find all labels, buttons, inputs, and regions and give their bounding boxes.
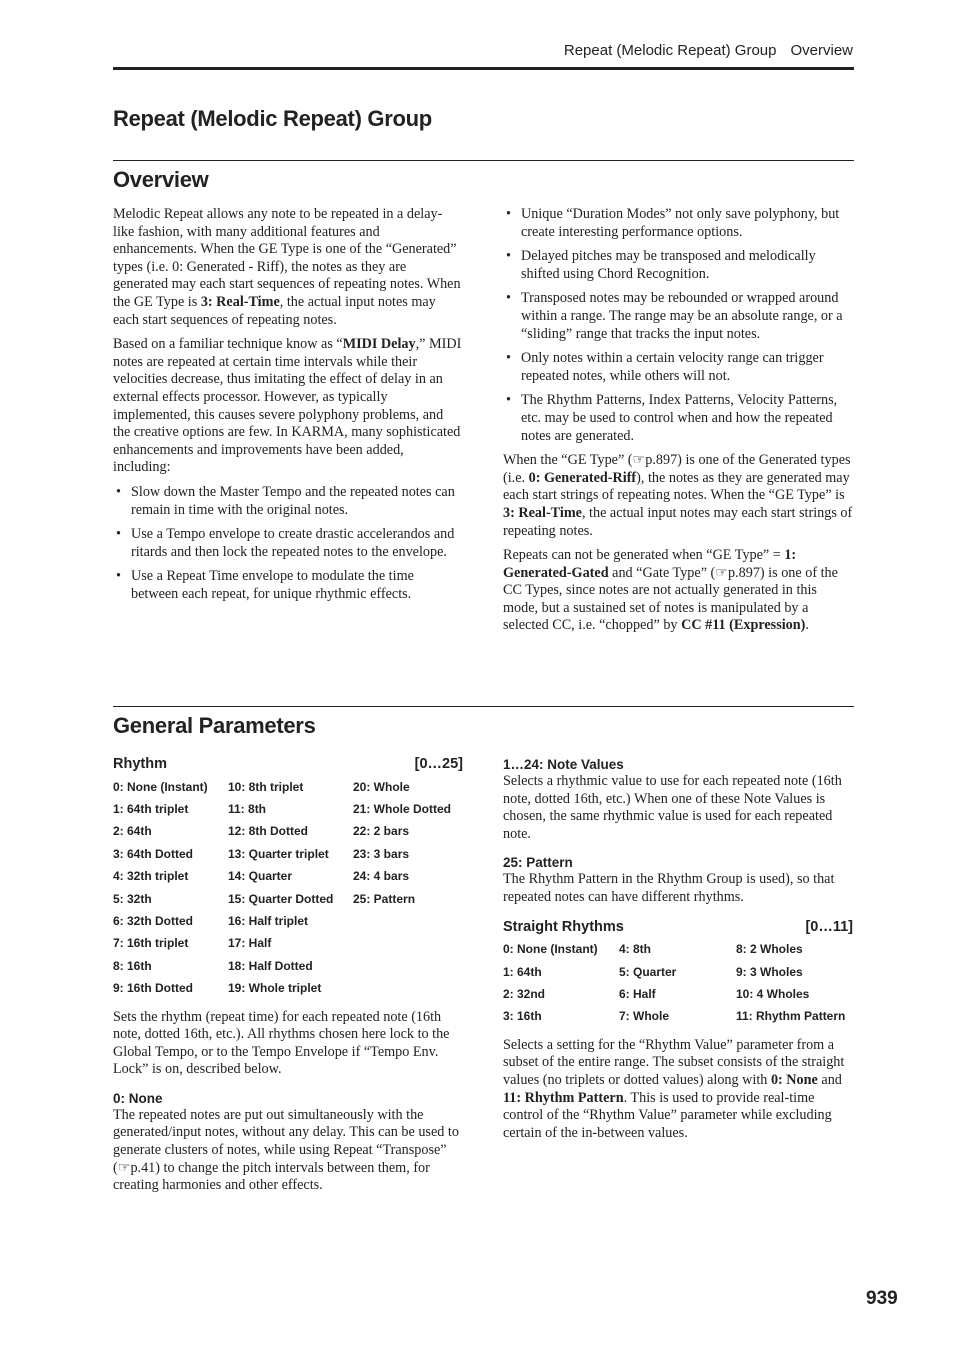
list-item: • Transposed notes may be rebounded or wrapped around within a range. The range may be an absolute range, or a “sliding” range that tracks the input notes.: [503, 290, 853, 343]
overview-left-bullets: [113, 484, 463, 604]
table-cell: 5: Quarter: [619, 964, 677, 979]
table-cell: 11: 8th: [228, 801, 267, 816]
rhythm-label: Rhythm: [113, 756, 167, 772]
rhythm-values-table: [113, 776, 463, 1000]
table-cell: 8: 16th: [113, 958, 152, 973]
pattern-subheading: 25: Pattern: [503, 855, 573, 871]
table-cell: 0: None (Instant): [113, 779, 208, 794]
overview-right-column: [503, 206, 853, 642]
header-topic: Overview: [790, 42, 853, 59]
table-cell: [353, 932, 463, 954]
rhythm-range: [0…25]: [414, 756, 463, 772]
table-cell: 23: 3 bars: [353, 846, 410, 861]
overview-paragraph-4: Repeats can not be generated when “GE Type” = 1: Generated-Gated and “Gate Type” (☞p.897) is one of the CC Types, since notes are not actually generated in this mode, but a sustained set of notes is manipulated by a selected CC, i.e. “chopped” by CC #11 (Expression).: [503, 547, 838, 634]
list-item: • The Rhythm Patterns, Index Patterns, Velocity Patterns, etc. may be used to control when and how the repeated notes are generated.: [503, 392, 853, 445]
header-section: Repeat (Melodic Repeat) Group: [563, 42, 777, 59]
general-rule: [113, 706, 854, 707]
table-cell: 15: Quarter Dotted: [228, 891, 334, 906]
list-item: • Use a Tempo envelope to create drastic accelerandos and ritards and then lock the repeated notes to the envelope.: [113, 526, 463, 561]
list-item: • Delayed pitches may be transposed and melodically shifted using Chord Recognition.: [503, 248, 853, 283]
table-cell: [353, 955, 463, 977]
general-right-column: [503, 756, 853, 1149]
overview-paragraph-2: Based on a familiar technique know as “MIDI Delay,” MIDI notes are repeated at certain time intervals while their velocities decrease, thus imitating the effect of delay in an external effects processor. However, as typically implemented, this causes severe polyphony problems, and the creative options are few. In KARMA, many sophisticated enhancements and improvements have been added, including:: [113, 336, 462, 476]
general-left-column: [113, 756, 463, 1202]
table-cell: 6: 32th Dotted: [113, 913, 194, 928]
table-cell: 0: None (Instant): [503, 942, 598, 957]
table-cell: [353, 910, 463, 932]
table-cell: 22: 2 bars: [353, 824, 410, 839]
table-cell: 3: 16th: [503, 1009, 542, 1024]
table-cell: 16: Half triplet: [228, 913, 309, 928]
table-cell: 10: 4 Wholes: [736, 986, 810, 1001]
overview-left-column: [113, 206, 463, 610]
running-header: [113, 42, 853, 59]
overview-paragraph-1: Melodic Repeat allows any note to be repeated in a delay-like fashion, with many additional features and enhancements. When the GE Type is one of the “Generated” types (i.e. 0: Generated - Riff), the notes as they are generated may each start sequences of repeating notes. When the GE Type is 3: Real-Time, the actual input notes may each start sequences of repeating notes.: [113, 206, 461, 328]
note-values-subheading: 1…24: Note Values: [503, 757, 624, 772]
table-cell: 2: 32nd: [503, 986, 546, 1001]
table-cell: 9: 3 Wholes: [736, 964, 803, 979]
straight-range: [0…11]: [805, 918, 853, 935]
table-cell: 21: Whole Dotted: [353, 801, 451, 816]
table-cell: 24: 4 bars: [353, 869, 410, 884]
list-item: • Use a Repeat Time envelope to modulate the time between each repeat, for unique rhythmic effects.: [113, 568, 463, 603]
title-rule: [113, 160, 854, 161]
overview-heading: Overview: [113, 167, 209, 192]
overview-paragraph-3: When the “GE Type” (☞p.897) is one of the Generated types (i.e. 0: Generated-Riff), the notes as they are generated may each start strings of repeating notes. When the “GE Type” is 3: Real-Time, the actual input notes may each start strings of repeating notes.: [503, 452, 853, 539]
rhythm-description: Sets the rhythm (repeat time) for each repeated note (16th note, dotted 16th, etc.). All rhythms chosen here lock to the Global Tempo, or to the Tempo Envelope if “Tempo Env. Lock” is on, described below.: [113, 1008, 450, 1078]
table-cell: 7: 16th triplet: [113, 936, 189, 951]
pattern-description: The Rhythm Pattern in the Rhythm Group is used), so that repeated notes can have different rhythms.: [503, 871, 835, 905]
page-number: 939: [866, 1288, 898, 1309]
table-cell: 18: Half Dotted: [228, 958, 313, 973]
rhythm-param-header: [113, 756, 463, 774]
table-cell: 5: 32th: [113, 891, 152, 906]
table-cell: 7: Whole: [619, 1009, 669, 1024]
table-cell: 11: Rhythm Pattern: [736, 1009, 846, 1024]
table-cell: 1: 64th: [503, 964, 542, 979]
list-item: • Only notes within a certain velocity range can trigger repeated notes, while others will not.: [503, 350, 853, 385]
straight-param-header: [503, 919, 853, 937]
table-cell: 2: 64th: [113, 824, 152, 839]
straight-description: Selects a setting for the “Rhythm Value” parameter from a subset of the entire range. The subset consists of the straight values (no triplets or dotted values) along with 0: None and 11: Rhythm Pattern. This is used to provide real-time control of the “Rhythm Value” parameter while excluding certain of the in-between values.: [503, 1036, 845, 1141]
header-rule: [113, 67, 854, 70]
none-subheading: 0: None: [113, 1090, 163, 1106]
table-cell: 25: Pattern: [353, 891, 416, 906]
note-values-description: Selects a rhythmic value to use for each repeated note (16th note, dotted 16th, etc.) When one of these Note Values is chosen, the same rhythmic value is used for each repeated note.: [503, 773, 842, 842]
table-cell: 20: Whole: [353, 779, 410, 794]
none-description: The repeated notes are put out simultaneously with the generated/input notes, without any delay. This can be used to generate clusters of notes, while using Repeat “Transpose” (☞p.41) to change the pitch intervals between them, for creating harmonies and other effects.: [113, 1106, 459, 1194]
table-cell: 14: Quarter: [228, 869, 293, 884]
general-heading: General Parameters: [113, 713, 316, 738]
straight-label: Straight Rhythms: [503, 918, 624, 935]
table-cell: 13: Quarter triplet: [228, 846, 329, 861]
table-cell: 4: 32th triplet: [113, 869, 189, 884]
page-title: Repeat (Melodic Repeat) Group: [113, 106, 432, 131]
list-item: • Slow down the Master Tempo and the repeated notes can remain in time with the original notes.: [113, 484, 463, 519]
table-cell: 3: 64th Dotted: [113, 846, 194, 861]
table-cell: 17: Half: [228, 936, 272, 951]
table-cell: 4: 8th: [619, 942, 652, 957]
table-cell: 10: 8th triplet: [228, 779, 304, 794]
table-cell: 8: 2 Wholes: [736, 942, 803, 957]
straight-values-table: [503, 938, 853, 1028]
table-cell: 1: 64th triplet: [113, 801, 189, 816]
table-cell: 9: 16th Dotted: [113, 981, 194, 996]
table-cell: 12: 8th Dotted: [228, 824, 309, 839]
table-cell: 19: Whole triplet: [228, 981, 322, 996]
table-cell: [353, 977, 463, 999]
table-cell: 6: Half: [619, 986, 656, 1001]
overview-right-bullets: [503, 206, 853, 445]
list-item: • Unique “Duration Modes” not only save polyphony, but create interesting performance options.: [503, 206, 853, 241]
